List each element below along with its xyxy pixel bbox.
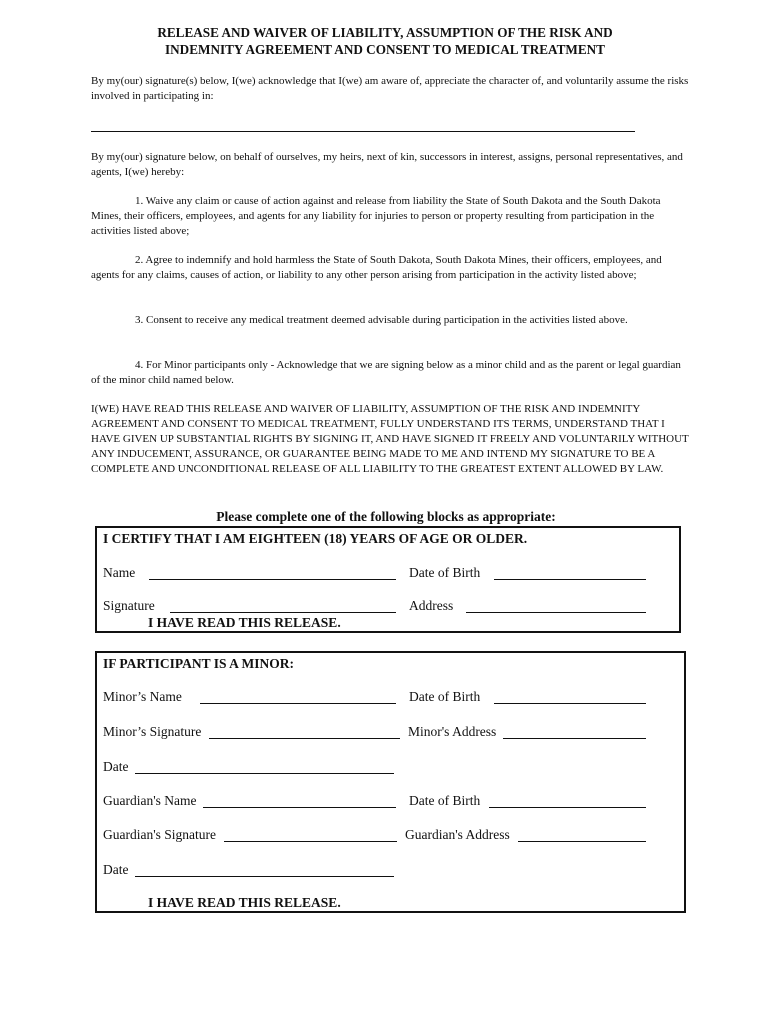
guardians-address-input-line[interactable] — [518, 841, 646, 842]
minor-date-input-line[interactable] — [135, 773, 394, 774]
address-input-line[interactable] — [466, 612, 646, 613]
adult-read-statement: I HAVE READ THIS RELEASE. — [148, 615, 341, 630]
minors-address-label: Minor's Address — [408, 724, 497, 739]
signature-label: Signature — [103, 598, 155, 613]
minor-date-of-birth-input-line[interactable] — [494, 703, 646, 704]
guardian-date-of-birth-input-line[interactable] — [489, 807, 646, 808]
item-4-minor-participants: 4. For Minor participants only - Acknowledge that we are signing below as a minor child and as the parent or legal guardian of the minor child named below. — [91, 359, 681, 386]
guardian-date-input-line[interactable] — [135, 876, 394, 877]
item-3-medical-consent: 3. Consent to receive any medical treatment deemed advisable during participation in the activities listed above. — [135, 314, 628, 326]
guardians-signature-input-line[interactable] — [224, 841, 397, 842]
guardians-address-label: Guardian's Address — [405, 827, 510, 842]
title-line-2: INDEMNITY AGREEMENT AND CONSENT TO MEDICAL TREATMENT — [165, 42, 605, 57]
complete-block-heading: Please complete one of the following blocks as appropriate: — [216, 509, 556, 524]
title-line-1: RELEASE AND WAIVER OF LIABILITY, ASSUMPTION OF THE RISK AND — [157, 25, 613, 40]
adult-block-heading: I CERTIFY THAT I AM EIGHTEEN (18) YEARS OF AGE OR OLDER. — [103, 531, 528, 546]
acknowledgement-paragraph: I(WE) HAVE READ THIS RELEASE AND WAIVER OF LIABILITY, ASSUMPTION OF THE RISK AND INDEMNITY AGREEMENT AND CONSENT TO MEDICAL TREATMENT, FULLY UNDERSTAND ITS TERMS, UNDERSTAND THAT I HAVE GIVEN UP SUBSTANTIAL RIGHTS BY SIGNING IT, AND HAVE SIGNED IT FREELY AND VOLUNTARILY WITHOUT ANY INDUCEMENT, ASSURANCE, OR GUARANTEE BEING MADE TO ME AND INTEND MY SIGNATURE TO BE A COMPLETE AND UNCONDITIONAL RELEASE OF ALL LIABILITY TO THE GREATEST EXTENT ALLOWED BY LAW. — [91, 403, 689, 475]
guardian-date-label: Date — [103, 862, 129, 877]
signature-input-line[interactable] — [170, 612, 396, 613]
minors-signature-input-line[interactable] — [209, 738, 400, 739]
document-title — [80, 24, 690, 58]
minor-block-heading: IF PARTICIPANT IS A MINOR: — [103, 656, 295, 671]
adult-certification-block — [95, 526, 681, 633]
minor-date-label: Date — [103, 759, 129, 774]
guardians-signature-label: Guardian's Signature — [103, 827, 217, 842]
minor-read-statement: I HAVE READ THIS RELEASE. — [148, 895, 341, 910]
address-label: Address — [409, 598, 454, 613]
date-of-birth-label: Date of Birth — [409, 565, 481, 580]
guardians-name-input-line[interactable] — [203, 807, 396, 808]
guardian-date-of-birth-label: Date of Birth — [409, 793, 481, 808]
guardians-name-label: Guardian's Name — [103, 793, 197, 808]
item-1-waive: 1. Waive any claim or cause of action against and release from liability the State of South Dakota and the South Dakota Mines, their officers, employees, and agents for any liability for injuries to person or property resulting from participation in the activities listed above; — [91, 195, 661, 237]
name-label: Name — [103, 565, 136, 580]
minors-signature-label: Minor’s Signature — [103, 724, 202, 739]
minors-name-label: Minor’s Name — [103, 689, 182, 704]
intro-paragraph: By my(our) signature(s) below, I(we) acknowledge that I(we) am aware of, appreciate the character of, and voluntarily assume the risks involved in participating in: — [91, 75, 689, 102]
item-2-indemnify: 2. Agree to indemnify and hold harmless the State of South Dakota, South Dakota Mines, their officers, employees, and agents for any claims, causes of action, or liability to any other person arising from participation in the activity listed above; — [91, 254, 662, 281]
name-input-line[interactable] — [149, 579, 396, 580]
behalf-paragraph: By my(our) signature below, on behalf of ourselves, my heirs, next of kin, successors in interest, assigns, personal representatives, and agents, I(we) hereby: — [91, 151, 683, 178]
activity-input-line[interactable] — [91, 131, 635, 132]
minors-name-input-line[interactable] — [200, 703, 396, 704]
minor-date-of-birth-label: Date of Birth — [409, 689, 481, 704]
minor-participant-block — [95, 651, 686, 913]
date-of-birth-input-line[interactable] — [494, 579, 646, 580]
minors-address-input-line[interactable] — [503, 738, 646, 739]
